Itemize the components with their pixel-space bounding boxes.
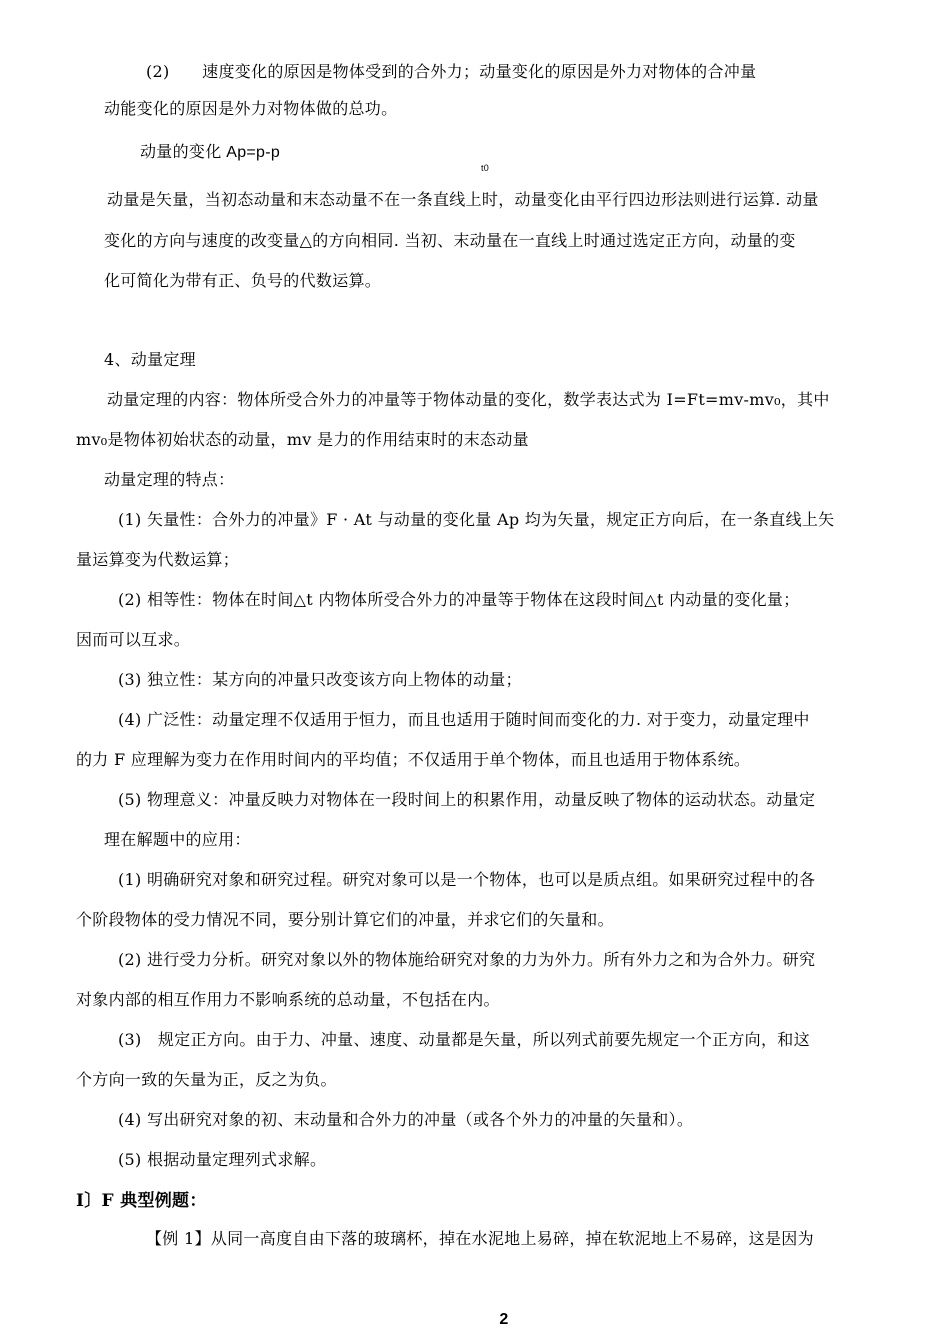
- formula-line: 动量的变化 Ap=p-p: [140, 144, 281, 161]
- text-line-22: (3) 规定正方向。由于力、冲量、速度、动量都是矢量，所以列式前要先规定一个正方向，和这: [118, 1030, 810, 1049]
- section-heading-examples: I〕F 典型例题：: [76, 1191, 207, 1211]
- text-line-20: (2) 进行受力分析。研究对象以外的物体施给研究对象的力为外力。所有外力之和为合外力。研究: [118, 950, 816, 969]
- text-line-6: 动量定理的内容：物体所受合外力的冲量等于物体动量的变化，数学表达式为 I=Ft=mv-mv₀，其中: [107, 390, 830, 409]
- page-number: 2: [499, 1311, 509, 1328]
- text-line-8: 动量定理的特点：: [104, 470, 235, 489]
- formula-subscript: t0: [481, 163, 490, 173]
- text-line-11: (2) 相等性：物体在时间△t 内物体所受合外力的冲量等于物体在这段时间△t 内动量的变化量；: [118, 590, 800, 609]
- text-line-2: 动能变化的原因是外力对物体做的总功。: [104, 99, 398, 118]
- text-line-13: (3) 独立性：某方向的冲量只改变该方向上物体的动量；: [118, 670, 522, 689]
- text-line-24: (4) 写出研究对象的初、末动量和合外力的冲量（或各个外力的冲量的矢量和）。: [118, 1110, 694, 1129]
- text-line-17: 理在解题中的应用：: [104, 830, 251, 849]
- text-line-4: 变化的方向与速度的改变量△的方向相同. 当初、末动量在一直线上时通过选定正方向，动量的变: [104, 231, 796, 250]
- example-1-line: 【例 1】从同一高度自由下落的玻璃杯，掉在水泥地上易碎，掉在软泥地上不易碎，这是因为: [146, 1229, 814, 1248]
- text-line-9: (1) 矢量性：合外力的冲量》F · At 与动量的变化量 Ap 均为矢量，规定正方向后，在一条直线上矢: [118, 510, 835, 529]
- text-line-15: 的力 F 应理解为变力在作用时间内的平均值；不仅适用于单个物体，而且也适用于物体系统。: [76, 750, 751, 769]
- text-line-25: (5) 根据动量定理列式求解。: [118, 1150, 327, 1169]
- text-line-10: 量运算变为代数运算；: [76, 550, 240, 569]
- text-line-1: (2) 速度变化的原因是物体受到的合外力；动量变化的原因是外力对物体的合冲量: [146, 62, 757, 81]
- text-line-12: 因而可以互求。: [76, 630, 191, 649]
- text-line-7: mv₀是物体初始状态的动量，mv 是力的作用结束时的末态动量: [76, 430, 529, 449]
- text-line-19: 个阶段物体的受力情况不同，要分别计算它们的冲量，并求它们的矢量和。: [76, 910, 614, 929]
- text-line-16: (5) 物理意义：冲量反映力对物体在一段时间上的积累作用，动量反映了物体的运动状态。动量定: [118, 790, 816, 809]
- text-line-5: 化可简化为带有正、负号的代数运算。: [104, 271, 382, 290]
- section-heading-momentum-theorem: 4、动量定理: [104, 350, 196, 369]
- text-line-23: 个方向一致的矢量为正，反之为负。: [76, 1070, 337, 1089]
- text-line-21: 对象内部的相互作用力不影响系统的总动量，不包括在内。: [76, 990, 500, 1009]
- text-line-3: 动量是矢量，当初态动量和末态动量不在一条直线上时，动量变化由平行四边形法则进行运算. 动量: [107, 190, 819, 209]
- text-line-18: (1) 明确研究对象和研究过程。研究对象可以是一个物体，也可以是质点组。如果研究过程中的各: [118, 870, 816, 889]
- text-line-14: (4) 广泛性：动量定理不仅适用于恒力，而且也适用于随时间而变化的力. 对于变力，动量定理中: [118, 710, 810, 729]
